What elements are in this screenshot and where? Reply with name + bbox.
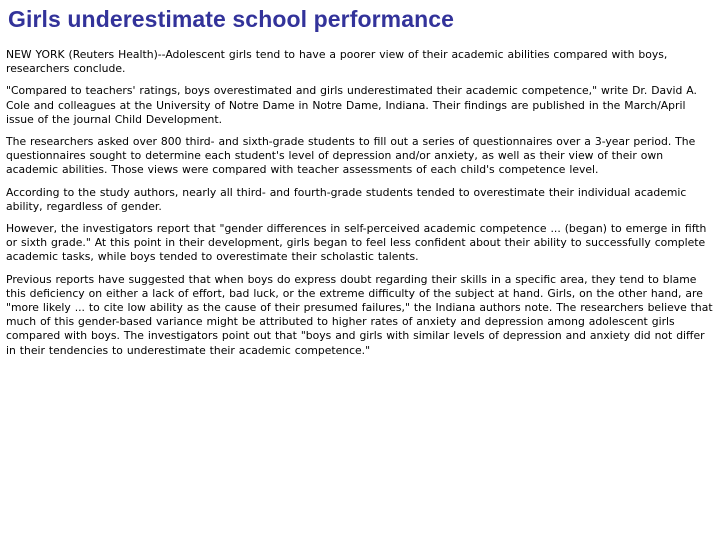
article-paragraph-gender-differences: However, the investigators report that "gender differences in self-perceived academic competence ... (began) to emerge in fifth or sixth grade." At this point in their development, girls began to feel less confident about their ability to successfully complete academic tasks, while boys tended to overestimate their scholastic talents. — [6, 222, 707, 264]
article-paragraph-quote: "Compared to teachers' ratings, boys overestimated and girls underestimated their academic competence," write Dr. David A. Cole and colleagues at the University of Notre Dame in Notre Dame, Indiana. Their findings are published in the March/April issue of the journal Child Development. — [6, 84, 697, 126]
article-body — [6, 48, 716, 358]
article-paragraph-dateline: NEW YORK (Reuters Health)--Adolescent girls tend to have a poorer view of their academic abilities compared with boys, researchers conclude. — [6, 48, 668, 76]
article-paragraph-methods: The researchers asked over 800 third- and sixth-grade students to fill out a series of questionnaires over a 3-year period. The questionnaires sought to determine each student's level of depression and/or anxiety, as well as their view of their own academic abilities. Those views were compared with teacher assessments of each child's competence level. — [6, 135, 696, 177]
article-paragraph-early-grades: According to the study authors, nearly all third- and fourth-grade students tended to overestimate their individual academic ability, regardless of gender. — [6, 185, 687, 213]
article-paragraph-attribution: Previous reports have suggested that when boys do express doubt regarding their skills in a specific area, they tend to blame this deficiency on either a lack of effort, bad luck, or the extreme difficulty of the subject at hand. Girls, on the other hand, are "more likely ... to cite low ability as the cause of their presumed failures," the Indiana authors note. The researchers believe that much of this gender-based variance might be attributed to higher rates of anxiety and depression among adolescent girls compared with boys. The investigators point out that "boys and girls with similar levels of depression and anxiety did not differ in their tendencies to underestimate their academic competence." — [6, 272, 713, 357]
article-headline: Girls underestimate school performance — [8, 6, 455, 32]
